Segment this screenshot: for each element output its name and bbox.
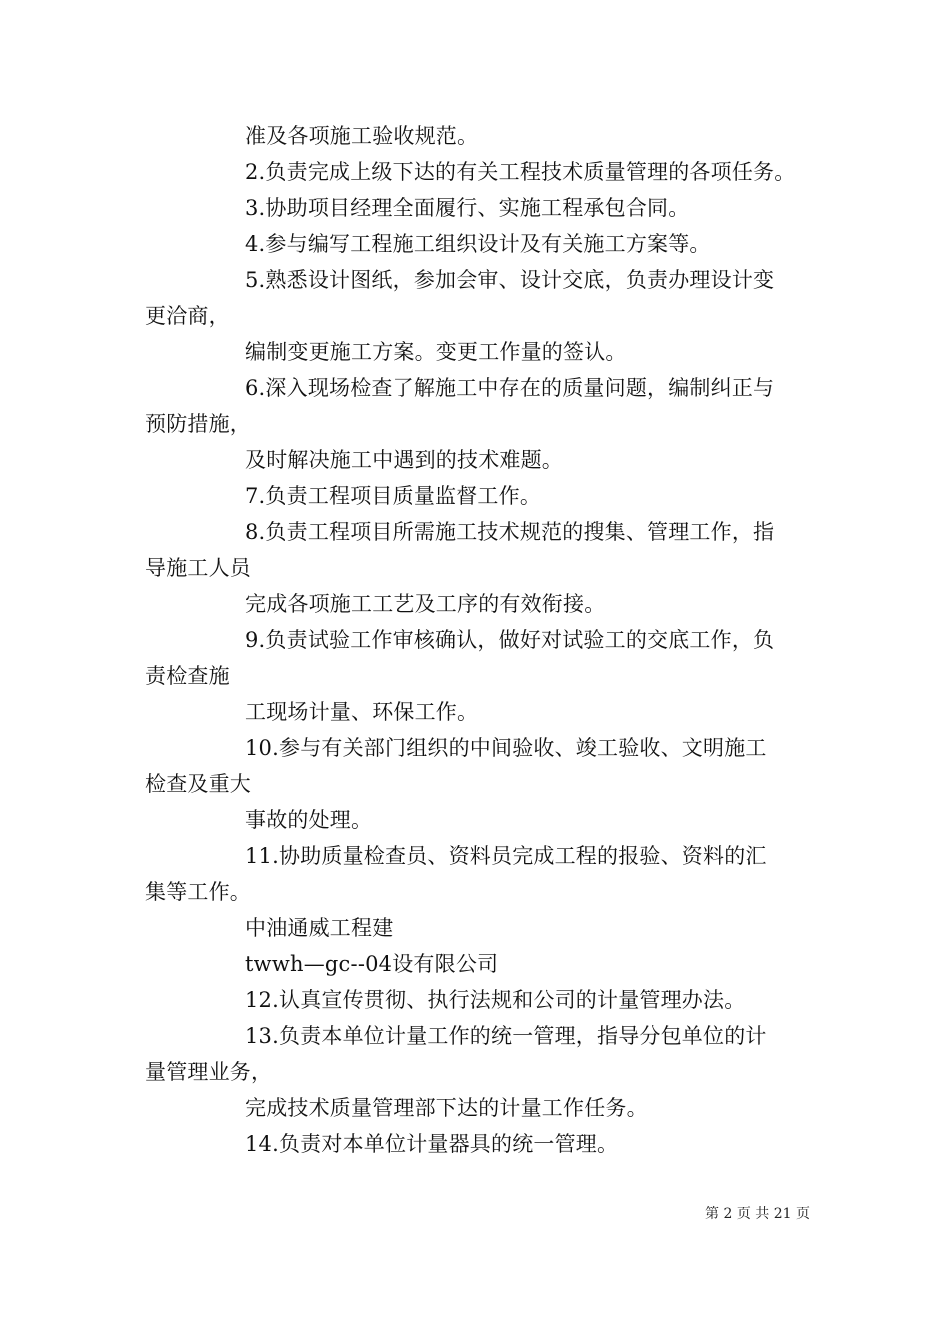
text-line: 完成各项施工工艺及工序的有效衔接。 xyxy=(245,592,606,616)
text-line: 集等工作。 xyxy=(145,880,251,904)
text-line: 事故的处理。 xyxy=(245,808,373,832)
text-line: 4.参与编写工程施工组织设计及有关施工方案等。 xyxy=(245,232,711,256)
text-line: 及时解决施工中遇到的技术难题。 xyxy=(245,448,563,472)
text-line: 工现场计量、环保工作。 xyxy=(245,700,479,724)
text-line: 11.协助质量检查员、资料员完成工程的报验、资料的汇 xyxy=(245,844,767,868)
text-line: 预防措施， xyxy=(145,412,251,436)
text-line: 量管理业务， xyxy=(145,1060,273,1084)
text-line: 中油通威工程建 xyxy=(245,916,394,940)
text-line: 6.深入现场检查了解施工中存在的质量问题，编制纠正与 xyxy=(245,376,775,400)
text-line: 准及各项施工验收规范。 xyxy=(245,124,479,148)
text-line: 编制变更施工方案。变更工作量的签认。 xyxy=(245,340,627,364)
text-line: 导施工人员 xyxy=(145,556,251,580)
text-line: 13.负责本单位计量工作的统一管理，指导分包单位的计 xyxy=(245,1024,767,1048)
document-body xyxy=(145,118,815,1162)
text-line: 2.负责完成上级下达的有关工程技术质量管理的各项任务。 xyxy=(245,160,796,184)
text-line: 责检查施 xyxy=(145,664,230,688)
text-line: 检查及重大 xyxy=(145,772,251,796)
text-line: 完成技术质量管理部下达的计量工作任务。 xyxy=(245,1096,648,1120)
text-line: 9.负责试验工作审核确认，做好对试验工的交底工作，负 xyxy=(245,628,775,652)
text-line: 7.负责工程项目质量监督工作。 xyxy=(245,484,542,508)
text-line: 12.认真宣传贯彻、执行法规和公司的计量管理办法。 xyxy=(245,988,746,1012)
page-number: 第 2 页 共 21 页 xyxy=(705,1206,810,1222)
text-line: 8.负责工程项目所需施工技术规范的搜集、管理工作，指 xyxy=(245,520,775,544)
text-line: 10.参与有关部门组织的中间验收、竣工验收、文明施工 xyxy=(245,736,767,760)
text-line: 14.负责对本单位计量器具的统一管理。 xyxy=(245,1132,619,1156)
text-line: twwh—gc--04设有限公司 xyxy=(245,952,499,976)
text-line: 5.熟悉设计图纸，参加会审、设计交底，负责办理设计变 xyxy=(245,268,775,292)
text-line: 更洽商， xyxy=(145,304,230,328)
text-line: 3.协助项目经理全面履行、实施工程承包合同。 xyxy=(245,196,690,220)
